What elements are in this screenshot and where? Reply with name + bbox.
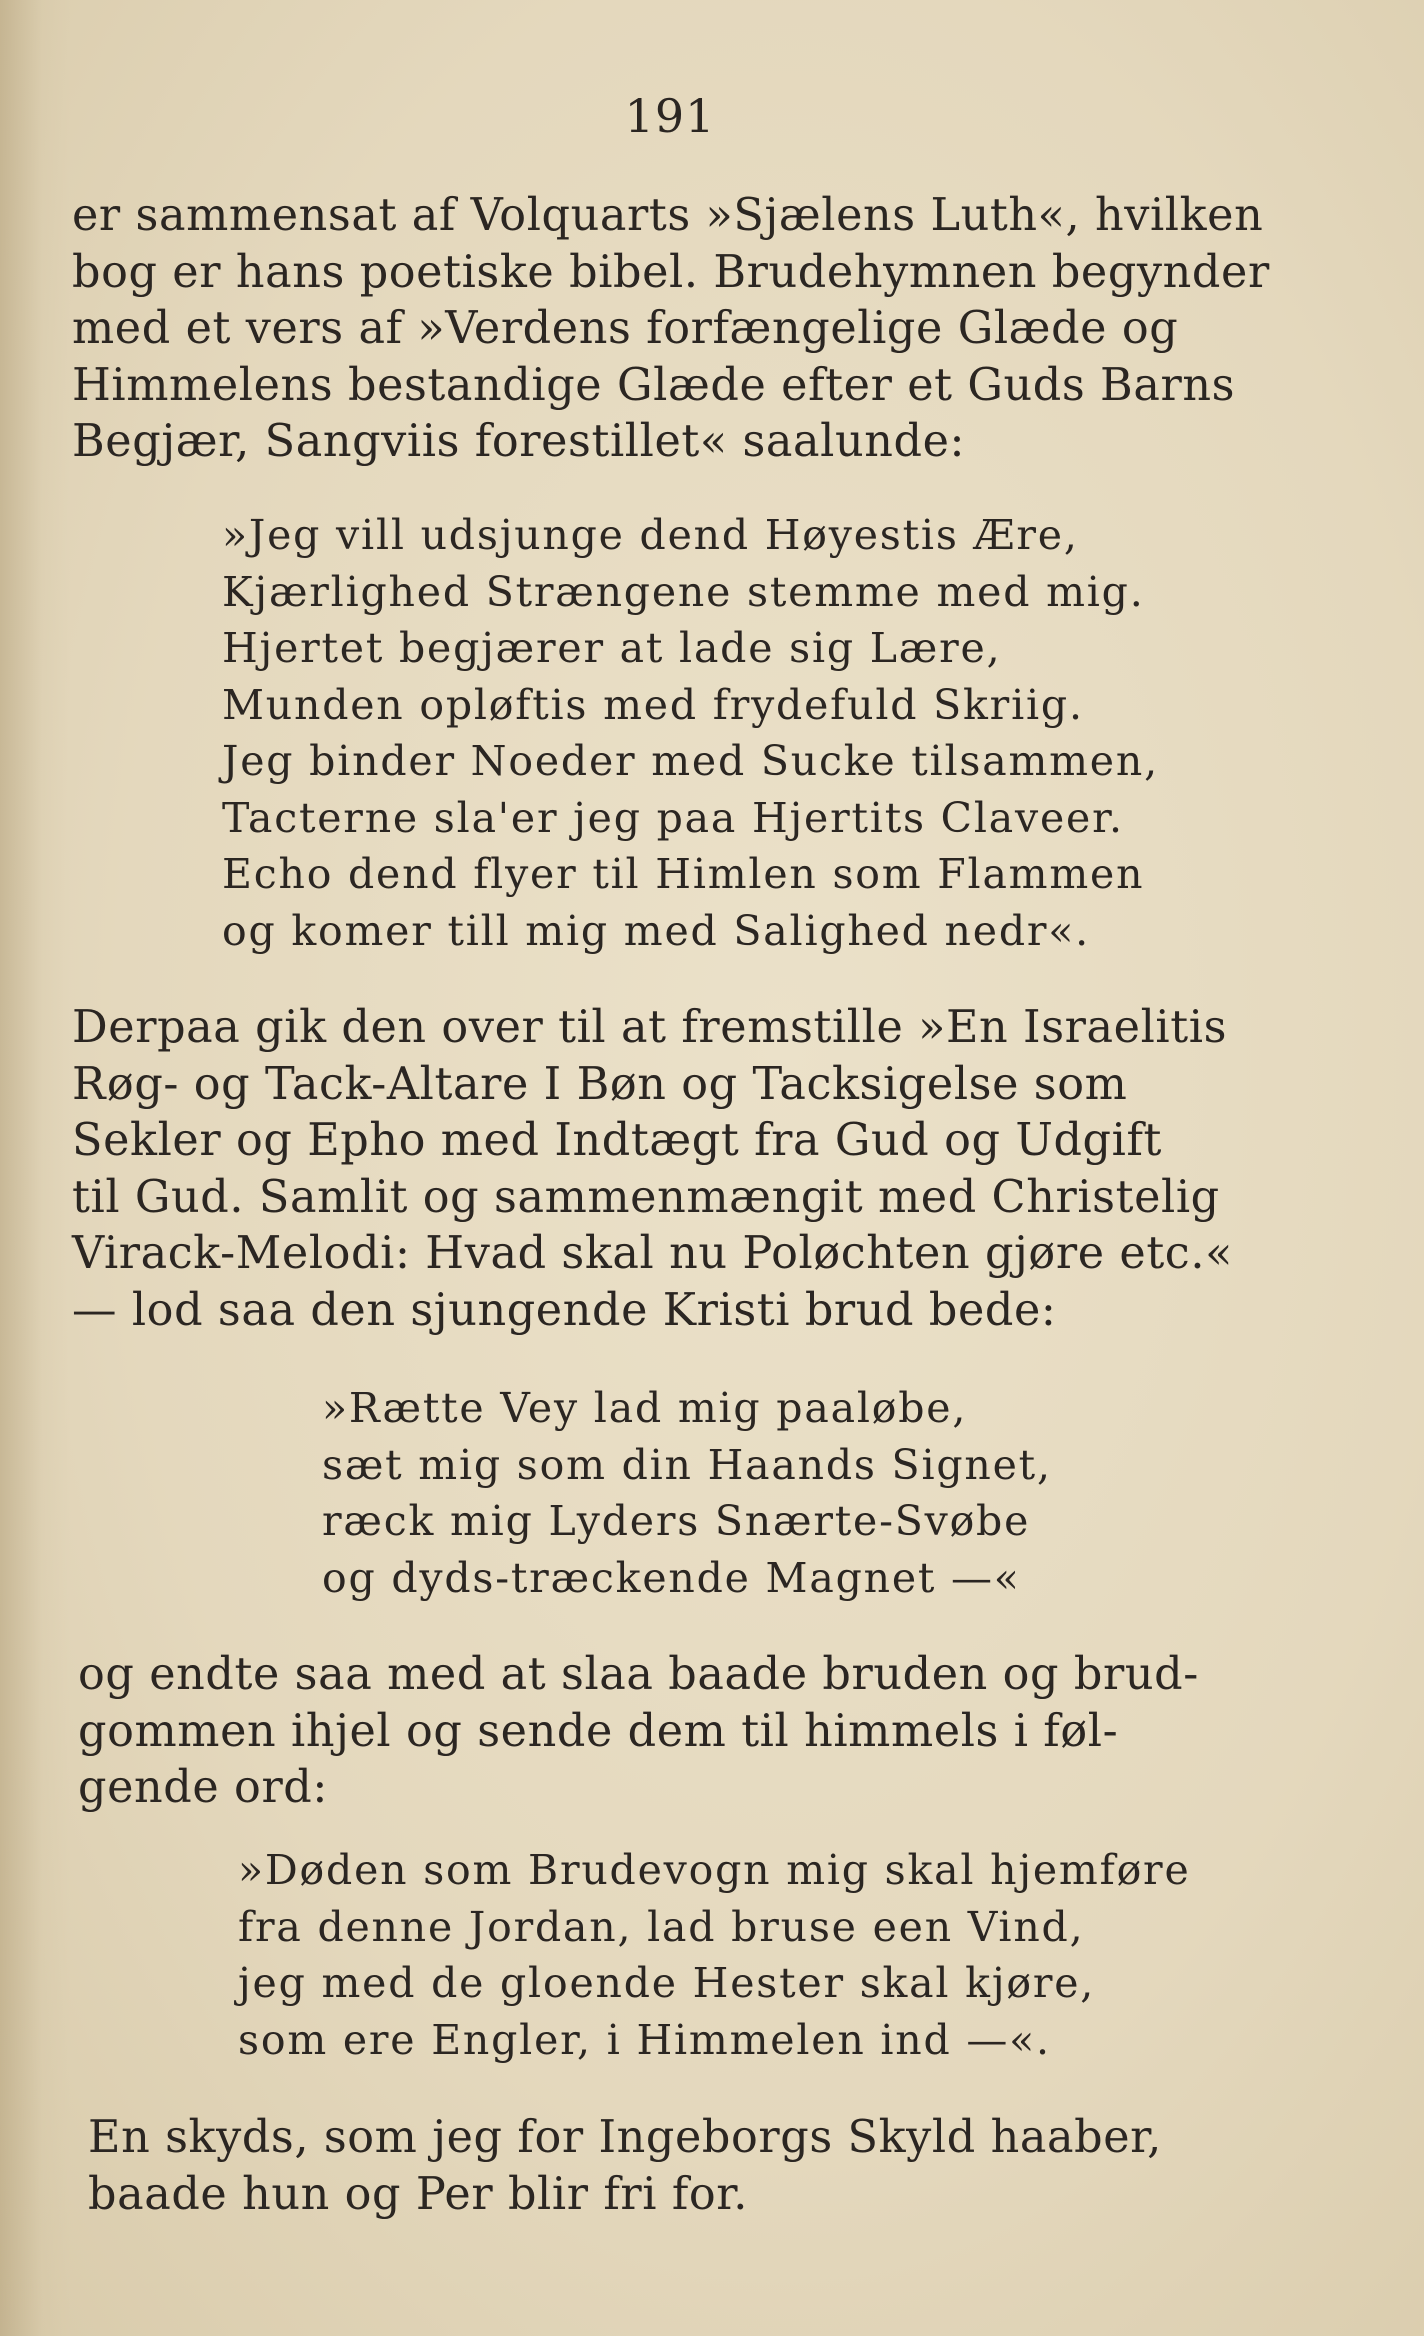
verse-line: sæt mig som din Haands Signet, [322,1440,1052,1489]
verse-line: jeg med de gloende Hester skal kjøre, [238,1959,1096,2007]
text-line: er sammensat af Volquarts »Sjælens Luth«, hvilken [72,190,1264,241]
text-line: Sekler og Epho med Indtægt fra Gud og Udgift [72,1115,1163,1166]
text-line: Røg- og Tack-Altare I Bøn og Tacksigelse som [72,1058,1128,1110]
text-line: gende ord: [78,1762,328,1813]
paragraph-4 [88,2110,1308,2223]
verse-line: »Jeg vill udsjunge dend Høyestis Ære, [222,511,1079,559]
text-line: — lod saa den sjungende Kristi brud bede: [72,1284,1057,1336]
verse-line: Kjærlighed Strængene stemme med mig. [222,567,1145,616]
verse-3 [238,1842,1191,2068]
verse-line: Echo dend flyer til Himlen som Flammen [222,850,1145,898]
verse-line: fra denne Jordan, lad bruse een Vind, [238,1902,1085,1951]
text-line: baade hun og Per blir fri for. [88,2168,749,2220]
verse-line: som ere Engler, i Himmelen ind —«. [238,2015,1051,2064]
text-line: med et vers af »Verdens forfængelige Glæde og [72,303,1179,354]
page-edge-shading [0,0,70,2336]
text-line: Derpaa gik den over til at fremstille »En Israelitis [72,1002,1228,1053]
text-line: Virack-Melodi: Hvad skal nu Poløchten gjøre etc.« [72,1228,1233,1279]
verse-line: Jeg binder Noeder med Sucke tilsammen, [222,737,1159,785]
verse-line: og komer till mig med Salighed nedr«. [222,906,1090,955]
verse-line: »Rætte Vey lad mig paaløbe, [322,1384,968,1432]
verse-line: og dyds-træckende Magnet —« [322,1553,1021,1602]
text-line: Begjær, Sangviis forestillet« saalunde: [72,416,966,467]
verse-line: Tacterne sla'er jeg paa Hjertits Claveer. [222,793,1124,842]
verse-2 [322,1380,1052,1606]
text-line: En skyds, som jeg for Ingeborgs Skyld haaber, [88,2112,1162,2163]
verse-line: »Døden som Brudevogn mig skal hjemføre [238,1846,1191,1894]
verse-1 [222,507,1159,959]
text-line: bog er hans poetiske bibel. Brudehymnen begynder [72,246,1270,298]
paragraph-3 [78,1647,1298,1817]
text-line: gommen ihjel og sende dem til himmels i føl- [78,1705,1119,1757]
paragraph-1 [72,188,1278,471]
verse-line: Hjertet begjærer at lade sig Lære, [222,624,1002,672]
text-line: Himmelens bestandige Glæde efter et Guds Barns [72,359,1236,411]
text-line: og endte saa med at slaa baade bruden og brud- [78,1649,1199,1700]
paragraph-2 [72,1000,1292,1339]
text-line: til Gud. Samlit og sammenmængit med Christelig [72,1171,1220,1223]
page-number: 191 [624,89,716,143]
verse-line: ræck mig Lyders Snærte-Svøbe [322,1497,1031,1545]
verse-line: Munden opløftis med frydefuld Skriig. [222,680,1084,729]
